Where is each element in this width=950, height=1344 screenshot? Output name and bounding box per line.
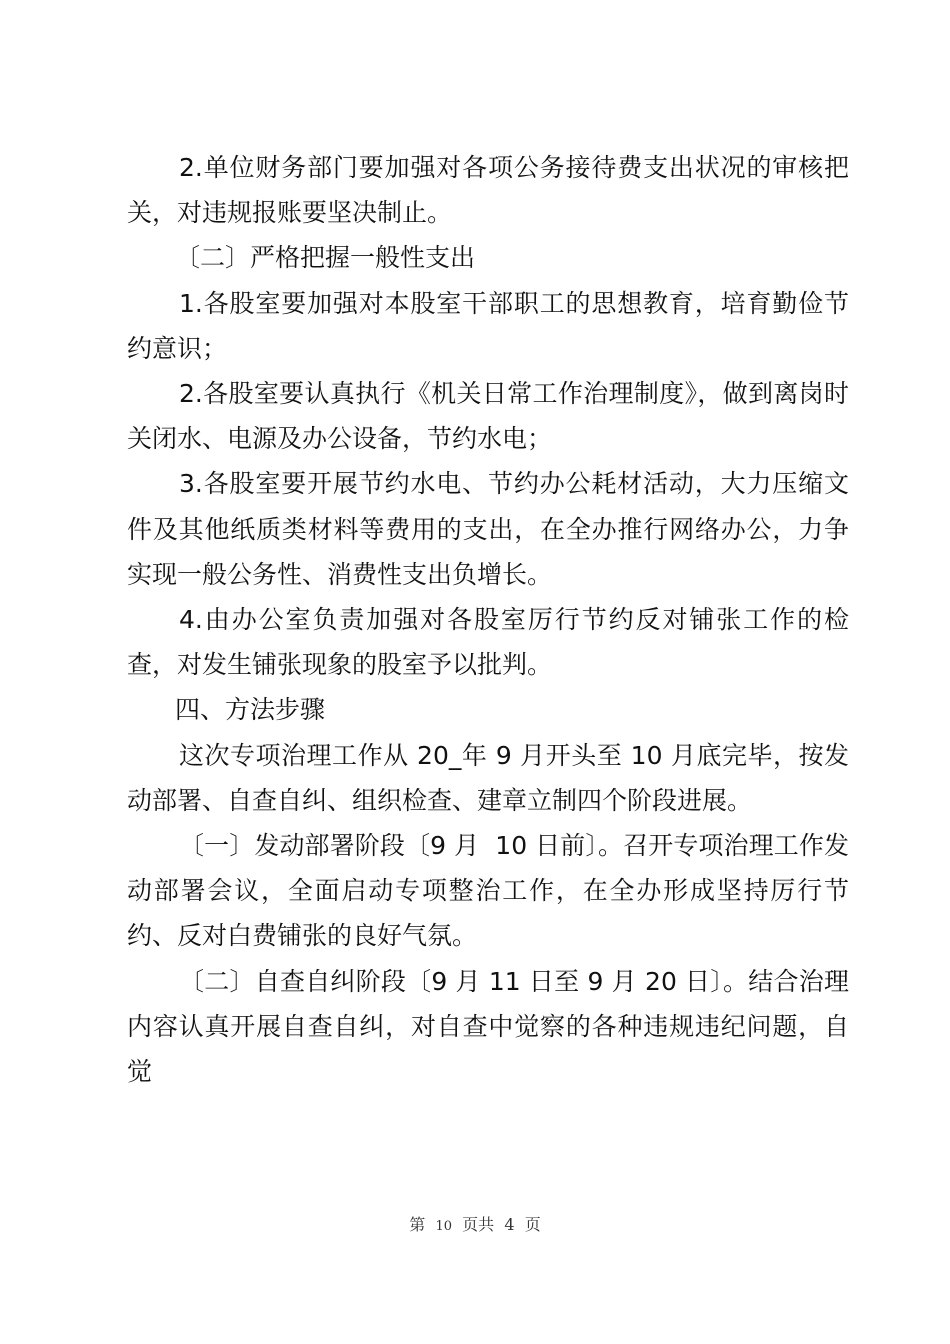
footer-middle: 页共 [452,1215,505,1234]
paragraph-phase-mobilization: 〔一〕发动部署阶段〔9 月 10 日前〕。召开专项治理工作发动部署会议，全面启动专项整治工作，在全办形成坚持厉行节约、反对白费铺张的良好气氛。 [127,831,849,951]
paragraph-thrift-education: 1.各股室要加强对本股室干部职工的思想教育，培育勤俭节约意识； [127,288,849,363]
footer-total-pages: 4 [504,1215,515,1234]
paragraph-schedule-overview: 这次专项治理工作从 20_年 9 月开头至 10 月底完毕，按发动部署、自查自纠、组织检查、建章立制四个阶段进展。 [127,740,849,815]
paragraph-office-inspection: 4.由办公室负责加强对各股室厉行节约反对铺张工作的检查，对发生铺张现象的股室予以批判。 [127,605,849,680]
section-heading-general-expenses: 〔二〕严格把握一般性支出 [175,243,476,273]
paragraph-office-rules: 2.各股室要认真执行《机关日常工作治理制度》，做到离岗时 关闭水、电源及办公设备，节约水电； [127,379,857,454]
footer-prefix: 第 [409,1215,436,1234]
section-heading-methods-steps: 四、方法步骤 [175,695,326,725]
paragraph-finance-review: 2.单位财务部门要加强对各项公务接待费支出状况的审核把关，对违规报账要坚决制止。 [127,153,849,228]
footer-current-page: 10 [435,1219,452,1234]
footer-suffix: 页 [514,1215,541,1234]
paragraph-save-resources: 3.各股室要开展节约水电、节约办公耗材活动，大力压缩文件及其他纸质类材料等费用的支出，在全办推行网络办公，力争 实现一般公务性、消费性支出负增长。 [127,469,857,589]
document-body [127,145,857,1094]
paragraph-phase-self-check: 〔二〕自查自纠阶段〔9 月 11 日至 9 月 20 日〕。结合治理内容认真开展自查自纠，对自查中觉察的各种违规违纪问题，自觉 [127,966,849,1087]
page-footer [0,1212,950,1235]
